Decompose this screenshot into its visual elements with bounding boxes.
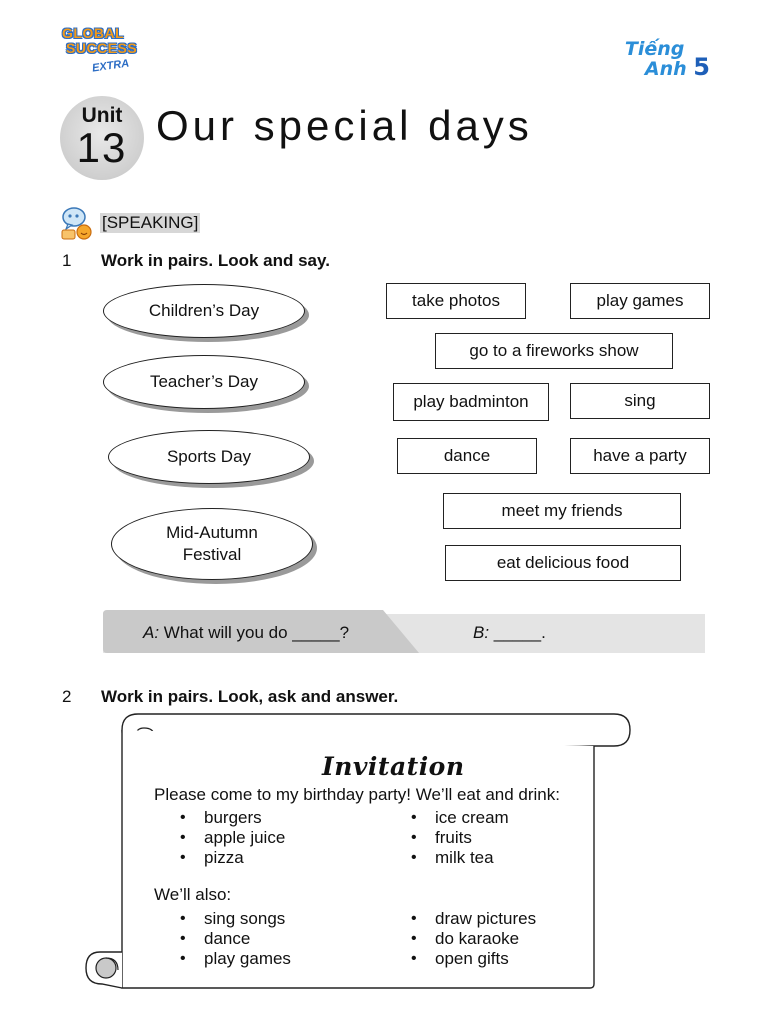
dialogue-bar — [103, 610, 705, 653]
box-meet-my-friends — [443, 493, 681, 529]
exercise-1-number: 1 — [62, 251, 72, 270]
unit-badge — [60, 96, 144, 180]
logo-number: 5 — [693, 53, 710, 81]
list-item: • milk tea — [411, 848, 509, 868]
speaker-b: B: — [473, 623, 490, 642]
activities-list-right — [411, 909, 536, 969]
list-item: • play games — [180, 949, 291, 969]
oval-teachers-day — [103, 355, 305, 409]
logo-line1: GLOBAL — [62, 25, 125, 41]
box-take-photos — [386, 283, 526, 319]
food-list-left — [180, 808, 285, 868]
global-success-logo — [62, 26, 142, 80]
list-item: • sing songs — [180, 909, 291, 929]
activity-label: have a party — [593, 446, 687, 465]
dialogue-question — [143, 623, 349, 643]
list-item: • burgers — [180, 808, 285, 828]
dialogue-answer — [473, 623, 546, 643]
list-item: • open gifts — [411, 949, 536, 969]
exercise-2-instruction: Work in pairs. Look, ask and answer. — [101, 687, 399, 706]
activities-list-left — [180, 909, 291, 969]
logo-word1: Tiếng — [624, 38, 685, 60]
page-title: Our special days — [156, 102, 533, 149]
question-text: What will you do _____? — [163, 623, 350, 642]
activity-label: eat delicious food — [496, 553, 630, 572]
oval-mid-autumn-festival — [111, 508, 313, 580]
invitation-title: Invitation — [322, 752, 465, 781]
speaker-a: A: — [143, 623, 160, 642]
unit-number: 13 — [76, 124, 128, 171]
exercise-2-number: 2 — [62, 687, 72, 706]
list-item: • fruits — [411, 828, 509, 848]
box-fireworks-show — [435, 333, 673, 369]
list-item: • apple juice — [180, 828, 285, 848]
list-item: • ice cream — [411, 808, 509, 828]
activity-label: go to a fireworks show — [469, 341, 639, 360]
answer-text: _____. — [493, 623, 546, 642]
also-label: We’ll also: — [154, 885, 232, 904]
box-play-games — [570, 283, 710, 319]
list-item: • dance — [180, 929, 291, 949]
food-list-right — [411, 808, 509, 868]
speech-bubble-icon — [60, 206, 94, 240]
list-item: • draw pictures — [411, 909, 536, 929]
box-eat-delicious-food — [445, 545, 681, 581]
day-label: Mid-Autumn Festival — [166, 523, 258, 564]
activity-label: play games — [596, 291, 684, 310]
oval-sports-day — [108, 430, 310, 484]
section-label: [SPEAKING] — [102, 213, 199, 232]
box-dance — [397, 438, 537, 474]
activity-label: dance — [443, 446, 491, 465]
activity-label: play badminton — [413, 392, 529, 411]
box-sing — [570, 383, 710, 419]
logo-line2: SUCCESS — [66, 40, 138, 56]
list-item: • pizza — [180, 848, 285, 868]
invitation-intro: Please come to my birthday party! We’ll eat and drink: — [154, 785, 560, 804]
logo-line3: EXTRA — [91, 57, 130, 75]
activity-label: sing — [624, 391, 656, 410]
exercise-1-instruction: Work in pairs. Look and say. — [101, 251, 330, 270]
activity-label: meet my friends — [501, 501, 623, 520]
logo-word2: Anh — [644, 58, 687, 80]
oval-childrens-day — [103, 284, 305, 338]
list-item: • do karaoke — [411, 929, 536, 949]
day-label: Sports Day — [166, 447, 252, 466]
unit-label: Unit — [81, 104, 123, 127]
day-label: Children’s Day — [148, 301, 260, 320]
box-play-badminton — [393, 383, 549, 421]
day-label: Teacher’s Day — [149, 372, 259, 391]
activity-label: take photos — [412, 291, 500, 310]
box-have-a-party — [570, 438, 710, 474]
tieng-anh-5-logo — [624, 38, 710, 81]
